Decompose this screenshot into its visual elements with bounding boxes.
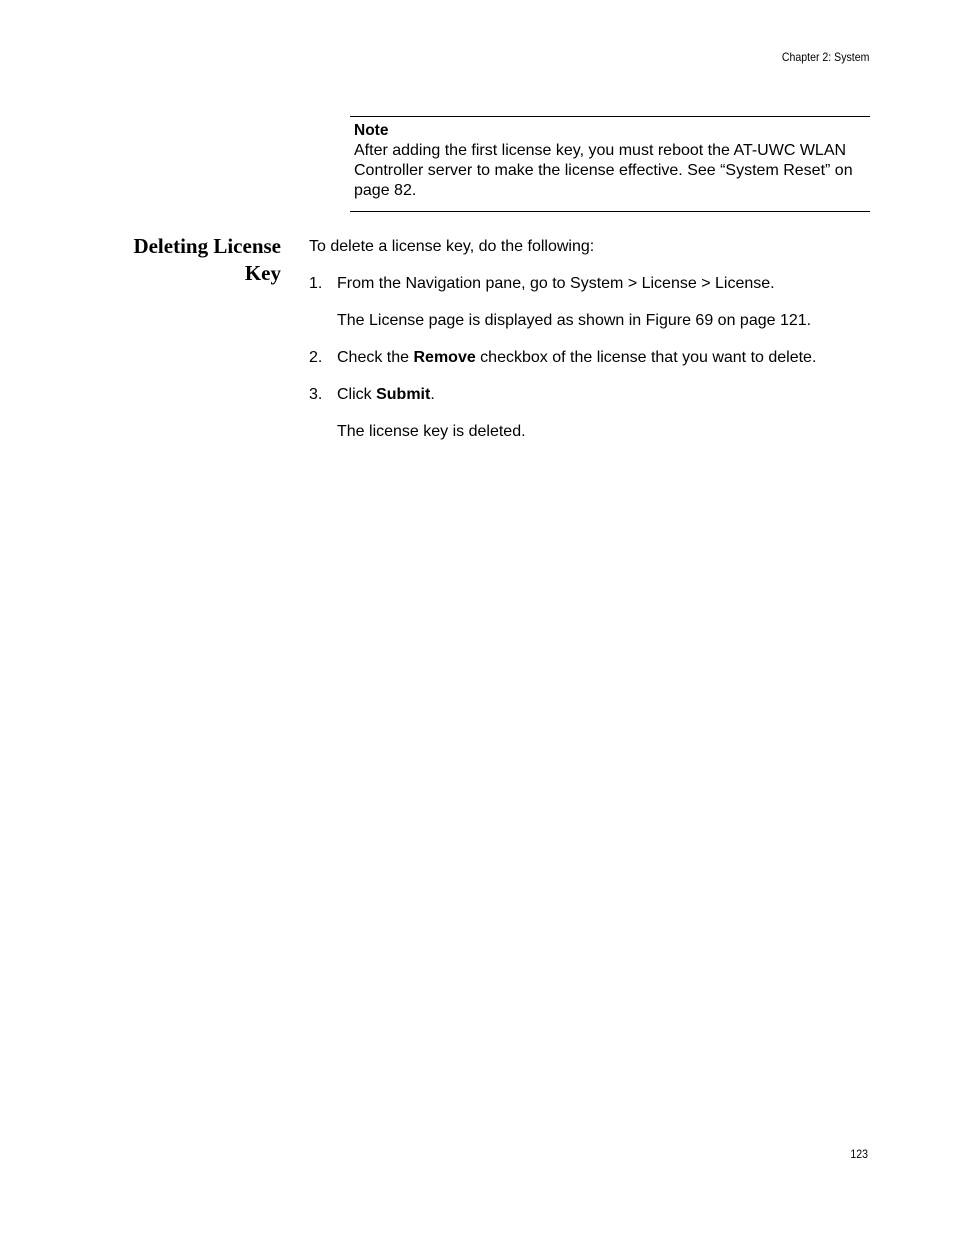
step-text-pre: Click <box>337 386 377 403</box>
note-body: After adding the first license key, you must reboot the AT-UWC WLAN Controller server to make the license effective. See “System Reset” on page 82. <box>354 142 853 199</box>
section-heading-line1: Deleting License <box>133 234 281 258</box>
section-heading <box>100 233 281 287</box>
step-number: 2. <box>309 349 323 366</box>
step-text-post: . <box>430 386 435 403</box>
step-1-result: The License page is displayed as shown in Figure 69 on page 121. <box>337 312 812 329</box>
intro-text: To delete a license key, do the following: <box>309 238 595 255</box>
page-number: 123 <box>850 1147 868 1161</box>
section-content <box>309 237 879 459</box>
step-3 <box>309 385 879 405</box>
section-heading-line2: Key <box>244 261 281 285</box>
step-3-result: The license key is deleted. <box>337 423 526 440</box>
note-title: Note <box>354 122 389 139</box>
step-number: 1. <box>309 275 323 292</box>
step-1 <box>309 274 879 294</box>
note-box <box>350 116 870 212</box>
step-number: 3. <box>309 386 323 403</box>
step-text-bold: Submit <box>376 386 431 403</box>
step-text-bold: Remove <box>413 349 476 366</box>
running-header: Chapter 2: System <box>781 50 869 64</box>
step-2 <box>309 348 879 368</box>
step-text-post: checkbox of the license that you want to delete. <box>475 349 817 366</box>
step-text: From the Navigation pane, go to System > License > License. <box>337 275 775 292</box>
step-text-pre: Check the <box>337 349 414 366</box>
